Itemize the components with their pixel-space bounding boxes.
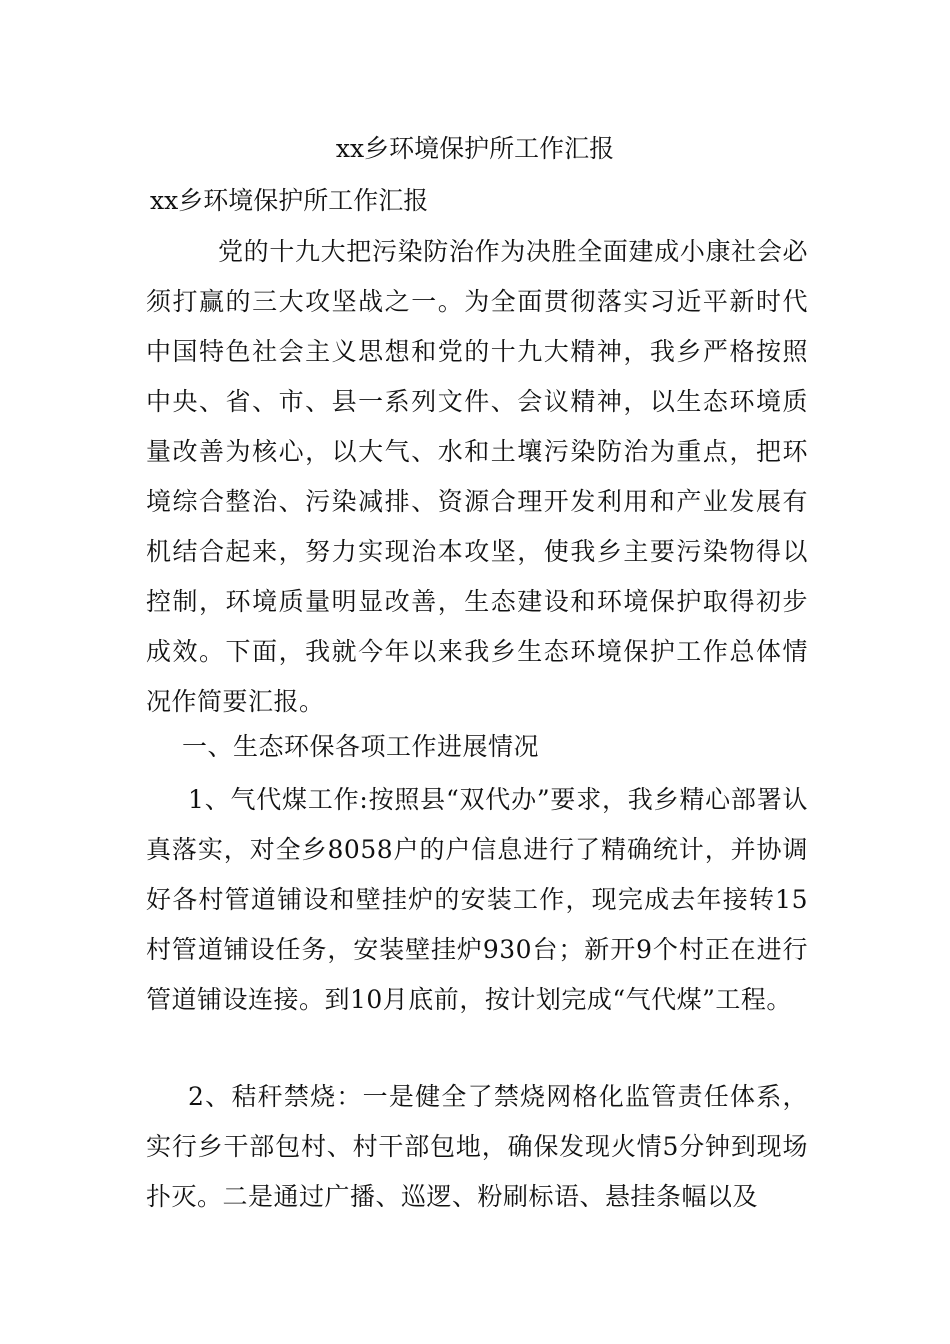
intro-paragraph: 党的十九大把污染防治作为决胜全面建成小康社会必须打赢的三大攻坚战之一。为全面贯彻落实习近平新时代中国特色社会主义思想和党的十九大精神，我乡严格按照中央、省、市、县一系列文件、会议精神，以生态环境质量改善为核心，以大气、水和土壤污染防治为重点，把环境综合整治、污染减排、资源合理开发利用和产业发展有机结合起来，努力实现治本攻坚，使我乡主要污染物得以控制，环境质量明显改善，生态建设和环境保护取得初步成效。下面，我就今年以来我乡生态环境保护工作总体情况作简要汇报。 <box>146 237 808 716</box>
straw-burning-paragraph: 2、秸秆禁烧：一是健全了禁烧网格化监管责任体系，实行乡干部包村、村干部包地，确保发现火情5分钟到现场扑灭。二是通过广播、巡逻、粉刷标语、悬挂条幅以及 <box>146 1082 808 1211</box>
gas-for-coal-paragraph: 1、气代煤工作:按照县“双代办”要求，我乡精心部署认真落实，对全乡8058户的户信息进行了精确统计，并协调好各村管道铺设和壁挂炉的安装工作，现完成去年接转15村管道铺设任务，安装壁挂炉930台；新开9个村正在进行管道铺设连接。到10月底前，按计划完成“气代煤”工程。 <box>146 785 808 1014</box>
document-title: xx乡环境保护所工作汇报 <box>335 134 615 163</box>
document-subtitle: xx乡环境保护所工作汇报 <box>150 186 429 215</box>
section-heading: 一、生态环保各项工作进展情况 <box>182 732 540 761</box>
